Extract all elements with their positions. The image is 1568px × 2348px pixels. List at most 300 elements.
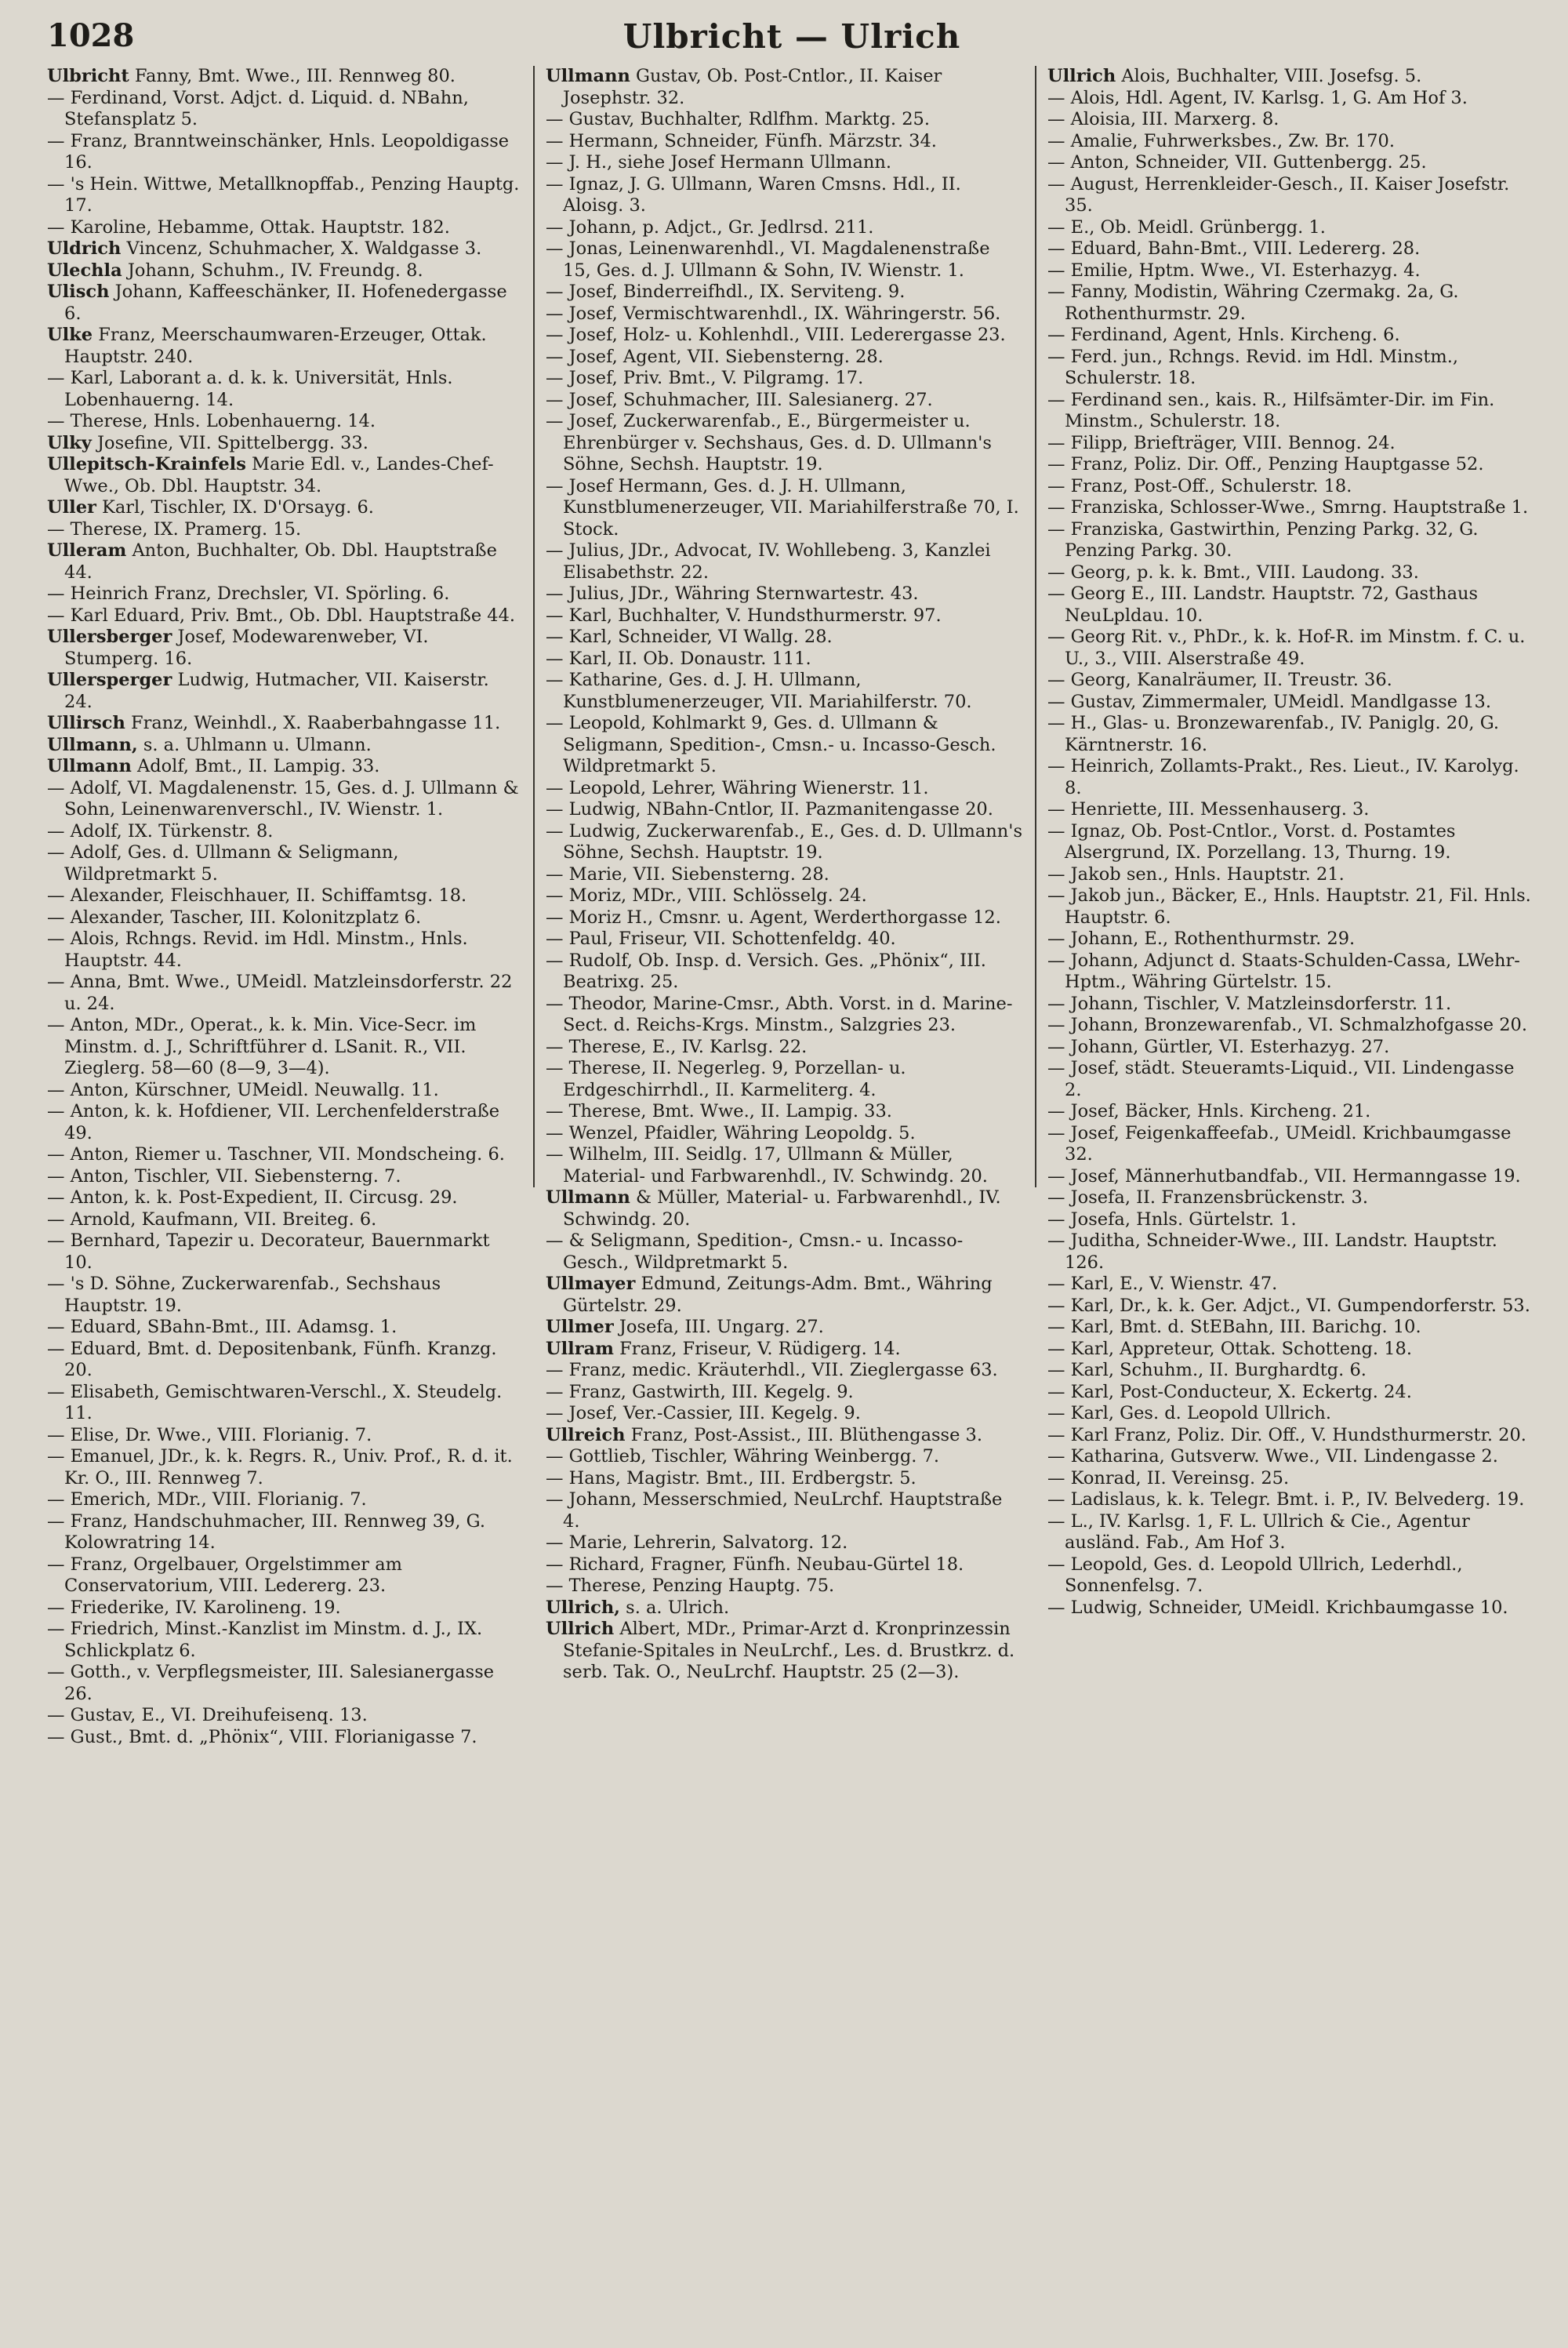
directory-entry bbox=[546, 1532, 1022, 1554]
directory-entry bbox=[1047, 1209, 1537, 1231]
entry-text: — Elisabeth, Gemischtwaren-Verschl., X. Steudelg. 11. bbox=[47, 1381, 503, 1423]
entry-text: — Josef, Männerhutbandfab., VII. Hermanngasse 19. bbox=[1047, 1165, 1521, 1187]
directory-entry bbox=[546, 1123, 1022, 1145]
directory-entry bbox=[47, 1209, 521, 1231]
entry-text: — Johann, Messerschmied, NeuLrchf. Hauptstraße 4. bbox=[546, 1489, 1003, 1532]
entry-text: Franz, Friseur, V. Rüdigerg. 14. bbox=[619, 1338, 901, 1359]
entry-text: — Amalie, Fuhrwerksbes., Zw. Br. 170. bbox=[1047, 130, 1395, 151]
directory-entry bbox=[47, 1382, 521, 1425]
entry-text: — Karl, Dr., k. k. Ger. Adjct., VI. Gumpendorferstr. 53. bbox=[1047, 1295, 1530, 1316]
entry-text: — Anton, k. k. Hofdiener, VII. Lerchenfelderstraße 49. bbox=[47, 1101, 500, 1143]
entry-text: — Arnold, Kaufmann, VII. Breiteg. 6. bbox=[47, 1209, 377, 1230]
directory-entry bbox=[1047, 476, 1537, 498]
entry-text: — Gust., Bmt. d. „Phönix“, VIII. Florianigasse 7. bbox=[47, 1726, 477, 1747]
entry-text: — Franz, medic. Kräuterhdl., VII. Zieglergasse 63. bbox=[546, 1360, 998, 1380]
directory-entry bbox=[47, 821, 521, 843]
entry-text: — Heinrich Franz, Drechsler, VI. Spörling. 6. bbox=[47, 583, 450, 604]
entry-surname: Ullrich bbox=[546, 1619, 615, 1639]
entry-text: — Anton, Kürschner, UMeidl. Neuwallg. 11. bbox=[47, 1079, 439, 1100]
entry-surname: Ullmann, bbox=[47, 734, 138, 755]
entry-text: — Josef, Schuhmacher, III. Salesianerg. 27. bbox=[546, 389, 933, 410]
entry-surname: Ullmann bbox=[546, 66, 630, 86]
entry-text: — Karl Eduard, Priv. Bmt., Ob. Dbl. Hauptstraße 44. bbox=[47, 605, 516, 626]
directory-entry bbox=[47, 217, 521, 239]
directory-entry bbox=[47, 842, 521, 885]
entry-surname: Ullreich bbox=[546, 1424, 626, 1445]
directory-entry bbox=[47, 1274, 521, 1317]
entry-text: — Josef, Vermischtwarenhdl., IX. Währingerstr. 56. bbox=[546, 303, 1001, 324]
entry-text: — Josef, Binderreifhdl., IX. Serviteng. 9. bbox=[546, 282, 906, 302]
entry-text: — Josef, Feigenkaffeefab., UMeidl. Krichbaumgasse 32. bbox=[1047, 1122, 1512, 1165]
entry-text: — Franz, Gastwirth, III. Kegelg. 9. bbox=[546, 1381, 854, 1402]
directory-entry bbox=[546, 1360, 1022, 1382]
directory-entry bbox=[1047, 260, 1537, 282]
entry-text: — Therese, Penzing Hauptg. 75. bbox=[546, 1576, 835, 1596]
entry-text: — Leopold, Kohlmarkt 9, Ges. d. Ullmann & Seligmann, Spedition-, Cmsn.- u. Incasso-Gesch. Wildpretmarkt 5. bbox=[546, 713, 996, 776]
directory-entry bbox=[546, 950, 1022, 994]
directory-entry bbox=[1047, 1597, 1537, 1619]
entry-text: — Johann, Adjunct d. Staats-Schulden-Cassa, LWehr-Hptm., Währing Gürtelstr. 15. bbox=[1047, 950, 1520, 992]
entry-text: — Karl, E., V. Wienstr. 47. bbox=[1047, 1274, 1278, 1294]
directory-entry bbox=[546, 1597, 1022, 1619]
entry-text: Ludwig, Hutmacher, VII. Kaiserstr. 24. bbox=[64, 670, 489, 712]
entry-text: — Julius, JDr., Advocat, IV. Wohllebeng. 3, Kanzlei Elisabethstr. 22. bbox=[546, 540, 991, 583]
directory-entry bbox=[546, 1144, 1022, 1187]
directory-entry bbox=[1047, 1015, 1537, 1037]
directory-entry bbox=[1047, 562, 1537, 584]
entry-text: — Karl, Bmt. d. StEBahn, III. Barichg. 10. bbox=[1047, 1317, 1421, 1337]
entry-text: — Gustav, Buchhalter, Rdlfhm. Marktg. 25. bbox=[546, 109, 931, 129]
directory-entry bbox=[47, 325, 521, 368]
entry-text: — Fanny, Modistin, Währing Czermakg. 2a, G. Rothenthurmstr. 29. bbox=[1047, 282, 1459, 324]
entry-text: Anton, Buchhalter, Ob. Dbl. Hauptstraße 44. bbox=[64, 540, 497, 583]
entry-text: — Alois, Hdl. Agent, IV. Karlsg. 1, G. Am Hof 3. bbox=[1047, 87, 1468, 108]
entry-text: — Paul, Friseur, VII. Schottenfeldg. 40. bbox=[546, 929, 896, 949]
directory-entry bbox=[1047, 433, 1537, 455]
entry-text: — E., Ob. Meidl. Grünbergg. 1. bbox=[1047, 216, 1326, 238]
entry-text: Gustav, Ob. Post-Cntlor., II. Kaiser Josephstr. 32. bbox=[563, 66, 942, 108]
entry-text: — Karl Franz, Poliz. Dir. Off., V. Hundsthurmerstr. 20. bbox=[1047, 1424, 1526, 1445]
directory-entry bbox=[1047, 131, 1537, 153]
entry-text: — Theodor, Marine-Cmsr., Abth. Vorst. in d. Marine-Sect. d. Reichs-Krgs. Minstm., Salzgries 23. bbox=[546, 993, 1013, 1035]
directory-entry bbox=[1047, 821, 1537, 864]
directory-entry bbox=[47, 583, 521, 605]
directory-entry bbox=[47, 497, 521, 519]
entry-text: — Katharine, Ges. d. J. H. Ullmann, Kunstblumenerzeuger, VII. Mariahilferstr. 70. bbox=[546, 670, 972, 712]
directory-entry bbox=[546, 1339, 1022, 1361]
entry-text: Edmund, Zeitungs-Adm. Bmt., Währing Gürtelstr. 29. bbox=[563, 1274, 993, 1316]
entry-surname: Ullmer bbox=[546, 1317, 614, 1337]
entry-text: — Konrad, II. Vereinsg. 25. bbox=[1047, 1467, 1290, 1488]
column-3 bbox=[1047, 66, 1537, 2332]
directory-entry bbox=[546, 390, 1022, 412]
entry-text: — Eduard, SBahn-Bmt., III. Adamsg. 1. bbox=[47, 1317, 397, 1337]
directory-entry bbox=[546, 174, 1022, 217]
entry-surname: Ulechla bbox=[47, 260, 122, 281]
directory-entry bbox=[47, 1080, 521, 1102]
entry-text: — Josef, Zuckerwarenfab., E., Bürgermeister u. Ehrenbürger v. Sechshaus, Ges. d. D. Ullmann's Söhne, Sechsh. Hauptstr. 19. bbox=[546, 411, 992, 474]
entry-text: — Ignaz, J. G. Ullmann, Waren Cmsns. Hdl., II. Aloisg. 3. bbox=[546, 173, 961, 216]
directory-entry bbox=[546, 713, 1022, 778]
entry-surname: Ulleram bbox=[47, 540, 127, 561]
entry-text: — Johann, Bronzewarenfab., VI. Schmalzhofgasse 20. bbox=[1047, 1015, 1528, 1035]
directory-entry bbox=[1047, 627, 1537, 670]
entry-text: — Wilhelm, III. Seidlg. 17, Ullmann & Müller, Material- und Farbwarenhdl., IV. Schwindg. 20. bbox=[546, 1144, 988, 1187]
directory-entry bbox=[1047, 497, 1537, 519]
directory-entry bbox=[546, 1187, 1022, 1230]
entry-text: — Therese, Bmt. Wwe., II. Lampig. 33. bbox=[546, 1101, 892, 1121]
entry-text: Fanny, Bmt. Wwe., III. Rennweg 80. bbox=[134, 66, 456, 86]
entry-text: — Bernhard, Tapezir u. Decorateur, Bauernmarkt 10. bbox=[47, 1230, 490, 1273]
entry-text: — Karl, Post-Conducteur, X. Eckertg. 24. bbox=[1047, 1381, 1412, 1402]
entry-text: — Juditha, Schneider-Wwe., III. Landstr. Hauptstr. 126. bbox=[1047, 1230, 1497, 1273]
entry-text: — Josef, Holz- u. Kohlenhdl., VIII. Lederergasse 23. bbox=[546, 325, 1006, 345]
directory-entry bbox=[546, 303, 1022, 325]
directory-entry bbox=[1047, 390, 1537, 433]
column-1 bbox=[47, 66, 521, 2332]
entry-text: — Emanuel, JDr., k. k. Regrs. R., Univ. Prof., R. d. it. Kr. O., III. Rennweg 7. bbox=[47, 1446, 513, 1488]
directory-entry bbox=[546, 605, 1022, 627]
entry-text: — Karl, Appreteur, Ottak. Schotteng. 18. bbox=[1047, 1338, 1413, 1359]
directory-entry bbox=[47, 1339, 521, 1382]
directory-entry bbox=[546, 821, 1022, 864]
entry-text: — Gustav, E., VI. Dreihufeisenq. 13. bbox=[47, 1705, 368, 1725]
entry-text: — Friedrich, Minst.-Kanzlist im Minstm. d. J., IX. Schlickplatz 6. bbox=[47, 1619, 483, 1661]
directory-entry bbox=[546, 411, 1022, 476]
directory-entry bbox=[546, 368, 1022, 390]
entry-text: — Moriz, MDr., VIII. Schlösselg. 24. bbox=[546, 885, 867, 906]
directory-entry bbox=[546, 217, 1022, 239]
entry-text: — Eduard, Bmt. d. Depositenbank, Fünfh. Kranzg. 20. bbox=[47, 1338, 497, 1380]
entry-text: — Anton, Schneider, VII. Guttenbergg. 25. bbox=[1047, 152, 1427, 173]
entry-text: — Therese, E., IV. Karlsg. 22. bbox=[546, 1036, 808, 1057]
entry-text: — Elise, Dr. Wwe., VIII. Florianig. 7. bbox=[47, 1424, 372, 1445]
entry-text: — L., IV. Karlsg. 1, F. L. Ullrich & Cie., Agentur ausländ. Fab., Am Hof 3. bbox=[1047, 1510, 1470, 1553]
directory-entry bbox=[1047, 583, 1537, 627]
directory-entry bbox=[546, 885, 1022, 907]
entry-text: — Ludwig, NBahn-Cntlor, II. Pazmanitengasse 20. bbox=[546, 799, 993, 820]
entry-text: Karl, Tischler, IX. D'Orsayg. 6. bbox=[102, 497, 374, 518]
entry-surname: Ullirsch bbox=[47, 713, 125, 733]
directory-entry bbox=[546, 347, 1022, 369]
entry-surname: Ullrich bbox=[1047, 66, 1116, 86]
entry-surname: Uller bbox=[47, 497, 96, 518]
entry-text: — Karl, Ges. d. Leopold Ullrich. bbox=[1047, 1403, 1332, 1423]
entry-text: — Ludwig, Schneider, UMeidl. Krichbaumgasse 10. bbox=[1047, 1597, 1508, 1618]
directory-entry bbox=[1047, 994, 1537, 1016]
entry-text: — Ferd. jun., Rchngs. Revid. im Hdl. Minstm., Schulerstr. 18. bbox=[1047, 346, 1459, 388]
entry-text: — Therese, Hnls. Lobenhauerng. 14. bbox=[47, 411, 376, 431]
directory-entry bbox=[47, 66, 521, 88]
directory-entry bbox=[546, 1425, 1022, 1447]
directory-entry bbox=[1047, 1382, 1537, 1404]
entry-text: — H., Glas- u. Bronzewarenfab., IV. Paniglg. 20, G. Kärntnerstr. 16. bbox=[1047, 713, 1500, 755]
directory-entry bbox=[546, 583, 1022, 605]
directory-entry bbox=[1047, 1468, 1537, 1490]
directory-entry bbox=[546, 649, 1022, 671]
entry-surname: Ulisch bbox=[47, 282, 110, 302]
directory-entry bbox=[47, 1230, 521, 1274]
entry-text: & Müller, Material- u. Farbwarenhdl., IV. Schwindg. 20. bbox=[563, 1187, 1001, 1230]
directory-entry bbox=[546, 1101, 1022, 1123]
entry-text: — Gottlieb, Tischler, Währing Weinbergg. 7. bbox=[546, 1446, 940, 1467]
directory-entry bbox=[47, 1727, 521, 1749]
directory-entry bbox=[47, 735, 521, 757]
entry-surname: Ullersperger bbox=[47, 670, 172, 690]
directory-entry bbox=[546, 238, 1022, 282]
directory-entry bbox=[1047, 799, 1537, 821]
entry-text: — Josef, Bäcker, Hnls. Kircheng. 21. bbox=[1047, 1101, 1371, 1121]
directory-entry bbox=[546, 1576, 1022, 1597]
entry-text: — Katharina, Gutsverw. Wwe., VII. Lindengasse 2. bbox=[1047, 1446, 1498, 1467]
entry-surname: Ullersberger bbox=[47, 627, 172, 647]
entry-text: — Georg E., III. Landstr. Hauptstr. 72, Gasthaus NeuLpldau. 10. bbox=[1047, 583, 1479, 626]
entry-text: — Jakob jun., Bäcker, E., Hnls. Hauptstr. 21, Fil. Hnls. Hauptstr. 6. bbox=[1047, 885, 1531, 928]
entry-text: — August, Herrenkleider-Gesch., II. Kaiser Josefstr. 35. bbox=[1047, 173, 1510, 216]
directory-entry bbox=[546, 540, 1022, 583]
directory-entry bbox=[546, 1468, 1022, 1490]
directory-entry bbox=[47, 282, 521, 325]
entry-text: — Therese, II. Negerleg. 9, Porzellan- u. Erdgeschirrhdl., II. Karmeliterg. 4. bbox=[546, 1058, 906, 1100]
entry-text: Josefine, VII. Spittelbergg. 33. bbox=[97, 432, 368, 453]
directory-entry bbox=[47, 1554, 521, 1597]
directory-entry bbox=[47, 627, 521, 670]
directory-entry bbox=[47, 1425, 521, 1447]
entry-text: — Karl, Laborant a. d. k. k. Universität, Hnls. Lobenhauerng. 14. bbox=[47, 368, 453, 410]
directory-entry bbox=[546, 66, 1022, 109]
entry-surname: Ulke bbox=[47, 325, 93, 345]
directory-entry bbox=[47, 238, 521, 260]
directory-entry bbox=[1047, 454, 1537, 476]
entry-text: — Anton, MDr., Operat., k. k. Min. Vice-Secr. im Minstm. d. J., Schriftführer d. LSanit. R., VII. Zieglerg. 58—60 (8—9, 3—4). bbox=[47, 1015, 477, 1078]
entry-text: — Georg, Kanalräumer, II. Treustr. 36. bbox=[1047, 670, 1392, 690]
entry-text: — Josef, Priv. Bmt., V. Pilgramg. 17. bbox=[546, 368, 864, 388]
entry-text: — Johann, Tischler, V. Matzleinsdorferstr. 11. bbox=[1047, 993, 1452, 1014]
directory-entry bbox=[47, 1144, 521, 1166]
directory-entry bbox=[47, 605, 521, 627]
entry-text: — Richard, Fragner, Fünfh. Neubau-Gürtel 18. bbox=[546, 1554, 964, 1575]
directory-entry bbox=[546, 1058, 1022, 1101]
directory-entry bbox=[1047, 692, 1537, 714]
directory-entry bbox=[546, 1382, 1022, 1404]
entry-text: Alois, Buchhalter, VIII. Josefsg. 5. bbox=[1121, 66, 1422, 86]
entry-text: — Ferdinand, Agent, Hnls. Kircheng. 6. bbox=[1047, 325, 1400, 345]
entry-text: — Aloisia, III. Marxerg. 8. bbox=[1047, 109, 1279, 129]
directory-entry bbox=[1047, 519, 1537, 562]
entry-text: — Hans, Magistr. Bmt., III. Erdbergstr. 5. bbox=[546, 1467, 916, 1488]
entry-text: Johann, Schuhm., IV. Freundg. 8. bbox=[127, 260, 423, 281]
entry-text: — Therese, IX. Pramerg. 15. bbox=[47, 518, 302, 540]
directory-entry bbox=[1047, 864, 1537, 886]
entry-text: — Ladislaus, k. k. Telegr. Bmt. i. P., IV. Belvederg. 19. bbox=[1047, 1489, 1525, 1510]
directory-entry bbox=[47, 88, 521, 131]
directory-entry bbox=[1047, 1166, 1537, 1188]
entry-text: — Franz, Branntweinschänker, Hnls. Leopoldigasse 16. bbox=[47, 130, 510, 173]
entry-text: Franz, Post-Assist., III. Blüthengasse 3. bbox=[630, 1424, 983, 1445]
directory-entry bbox=[1047, 1230, 1537, 1274]
directory-entry bbox=[47, 1015, 521, 1080]
directory-entry bbox=[47, 1317, 521, 1339]
entry-text: — Jonas, Leinenwarenhdl., VI. Magdalenenstraße 15, Ges. d. J. Ullmann & Sohn, IV. Wienstr. 1. bbox=[546, 238, 990, 281]
entry-text: — Johann, E., Rothenthurmstr. 29. bbox=[1047, 929, 1356, 949]
entry-text: Marie Edl. v., Landes-Chef-Wwe., Ob. Dbl. Hauptstr. 34. bbox=[64, 454, 494, 496]
entry-text: — Adolf, VI. Magdalenenstr. 15, Ges. d. J. Ullmann & Sohn, Leinenwarenverschl., IV. Wienstr. 1. bbox=[47, 777, 519, 820]
entry-text: — Leopold, Ges. d. Leopold Ullrich, Lederhdl., Sonnenfelsg. 7. bbox=[1047, 1554, 1463, 1596]
directory-entry bbox=[47, 454, 521, 497]
entry-text: — Karl, Buchhalter, V. Hundsthurmerstr. 97. bbox=[546, 605, 942, 626]
directory-entry bbox=[1047, 66, 1537, 88]
entry-text: — Josef, Agent, VII. Siebensterng. 28. bbox=[546, 346, 884, 367]
directory-entry bbox=[1047, 929, 1537, 950]
directory-entry bbox=[47, 1511, 521, 1554]
directory-entry bbox=[546, 131, 1022, 153]
directory-entry bbox=[1047, 1489, 1537, 1511]
entry-text: — & Seligmann, Spedition-, Cmsn.- u. Incasso-Gesch., Wildpretmarkt 5. bbox=[546, 1230, 964, 1273]
entry-surname: Uldrich bbox=[47, 238, 122, 259]
entry-text: — Gotth., v. Verpflegsmeister, III. Salesianergasse 26. bbox=[47, 1662, 495, 1704]
directory-entry bbox=[47, 670, 521, 713]
entry-text: — Josefa, II. Franzensbrückenstr. 3. bbox=[1047, 1187, 1369, 1208]
entry-text: — Jakob sen., Hnls. Hauptstr. 21. bbox=[1047, 863, 1345, 885]
entry-text: — Josef, städt. Steueramts-Liquid., VII. Lindengasse 2. bbox=[1047, 1058, 1515, 1100]
directory-entry bbox=[1047, 885, 1537, 929]
entry-text: — Moriz H., Cmsnr. u. Agent, Werderthorgasse 12. bbox=[546, 907, 1001, 928]
directory-entry bbox=[47, 260, 521, 282]
directory-entry bbox=[47, 1705, 521, 1727]
entry-text: — Ludwig, Zuckerwarenfab., E., Ges. d. D. Ullmann's Söhne, Sechsh. Hauptstr. 19. bbox=[546, 820, 1022, 863]
entry-text: — Karl, Schuhm., II. Burghardtg. 6. bbox=[1047, 1360, 1367, 1380]
entry-surname: Ullepitsch-Krainfels bbox=[47, 454, 246, 474]
entry-text: — Anton, Tischler, VII. Siebensterng. 7. bbox=[47, 1165, 401, 1187]
entry-text: Josef, Modewarenweber, VI. Stumperg. 16. bbox=[64, 627, 429, 669]
directory-entry bbox=[47, 1166, 521, 1188]
directory-entry bbox=[47, 1619, 521, 1662]
directory-entry bbox=[1047, 1554, 1537, 1597]
directory-entry bbox=[1047, 950, 1537, 994]
directory-entry bbox=[1047, 238, 1537, 260]
directory-entry bbox=[47, 1597, 521, 1619]
entry-text: — Emerich, MDr., VIII. Florianig. 7. bbox=[47, 1489, 367, 1510]
directory-entry bbox=[1047, 88, 1537, 110]
entry-text: — Josef, Ver.-Cassier, III. Kegelg. 9. bbox=[546, 1403, 861, 1423]
directory-entry bbox=[546, 109, 1022, 131]
entry-text: Johann, Kaffeeschänker, II. Hofenedergasse 6. bbox=[64, 282, 507, 324]
entry-surname: Ullrich, bbox=[546, 1597, 621, 1618]
entry-text: — Franziska, Gastwirthin, Penzing Parkg. 32, G. Penzing Parkg. 30. bbox=[1047, 518, 1479, 561]
directory-entry bbox=[1047, 109, 1537, 131]
directory-entry bbox=[546, 1274, 1022, 1317]
entry-text: — Friederike, IV. Karolineng. 19. bbox=[47, 1597, 341, 1618]
directory-entry bbox=[1047, 217, 1537, 239]
entry-text: — Leopold, Lehrer, Währing Wienerstr. 11. bbox=[546, 777, 929, 798]
directory-entry bbox=[47, 713, 521, 735]
entry-text: — Alois, Rchngs. Revid. im Hdl. Minstm., Hnls. Hauptstr. 44. bbox=[47, 929, 468, 971]
entry-text: — Johann, p. Adjct., Gr. Jedlrsd. 211. bbox=[546, 216, 874, 238]
directory-entry bbox=[47, 1187, 521, 1209]
directory-entry bbox=[1047, 1058, 1537, 1101]
directory-entry bbox=[1047, 1446, 1537, 1468]
directory-entry bbox=[47, 1446, 521, 1489]
page-header bbox=[47, 17, 1537, 56]
directory-entry bbox=[47, 1101, 521, 1144]
entry-text: — Alexander, Fleischhauer, II. Schiffamtsg. 18. bbox=[47, 885, 467, 906]
directory-entry bbox=[546, 1230, 1022, 1274]
entry-text: — Ferdinand sen., kais. R., Hilfsämter-Dir. im Fin. Minstm., Schulerstr. 18. bbox=[1047, 389, 1495, 431]
directory-entry bbox=[546, 325, 1022, 347]
directory-entry bbox=[1047, 1360, 1537, 1382]
directory-entry bbox=[47, 756, 521, 778]
entry-text: — Georg Rit. v., PhDr., k. k. Hof-R. im Minstm. f. C. u. U., 3., VIII. Alserstraße 49. bbox=[1047, 627, 1526, 669]
directory-entry bbox=[546, 670, 1022, 713]
directory-entry bbox=[1047, 174, 1537, 217]
entry-text: — Adolf, IX. Türkenstr. 8. bbox=[47, 820, 274, 841]
directory-entry bbox=[546, 476, 1022, 541]
directory-entry bbox=[1047, 756, 1537, 799]
entry-surname: Ullmann bbox=[546, 1187, 630, 1208]
directory-entry bbox=[47, 411, 521, 433]
directory-entry bbox=[1047, 1317, 1537, 1339]
directory-entry bbox=[47, 972, 521, 1015]
directory-entry bbox=[47, 929, 521, 972]
entry-text: — Hermann, Schneider, Fünfh. Märzstr. 34. bbox=[546, 130, 937, 151]
entry-surname: Ulky bbox=[47, 432, 92, 453]
directory-entry bbox=[1047, 1123, 1537, 1166]
directory-entry bbox=[1047, 282, 1537, 325]
entry-text: — Franz, Handschuhmacher, III. Rennweg 39, G. Kolowratring 14. bbox=[47, 1510, 485, 1553]
directory-entry bbox=[546, 152, 1022, 174]
directory-columns bbox=[47, 66, 1537, 2332]
directory-entry bbox=[546, 282, 1022, 303]
entry-text: — Ignaz, Ob. Post-Cntlor., Vorst. d. Postamtes Alsergrund, IX. Porzellang. 13, Thurng. 19. bbox=[1047, 820, 1456, 863]
entry-text: — Filipp, Briefträger, VIII. Bennog. 24. bbox=[1047, 432, 1396, 453]
entry-text: — Karoline, Hebamme, Ottak. Hauptstr. 182. bbox=[47, 216, 450, 238]
directory-entry bbox=[1047, 325, 1537, 347]
entry-text: — Julius, JDr., Währing Sternwartestr. 43. bbox=[546, 583, 919, 604]
column-divider bbox=[1035, 66, 1036, 1187]
directory-entry bbox=[546, 627, 1022, 649]
entry-text: — Rudolf, Ob. Insp. d. Versich. Ges. „Phönix“, III. Beatrixg. 25. bbox=[546, 950, 986, 992]
entry-text: — Franz, Poliz. Dir. Off., Penzing Hauptgasse 52. bbox=[1047, 454, 1484, 474]
entry-surname: Ullmayer bbox=[546, 1274, 636, 1294]
directory-entry bbox=[1047, 1511, 1537, 1554]
directory-entry bbox=[546, 864, 1022, 886]
entry-text: — Georg, p. k. k. Bmt., VIII. Laudong. 33. bbox=[1047, 562, 1419, 583]
entry-text: — Gustav, Zimmermaler, UMeidl. Mandlgasse 13. bbox=[1047, 691, 1492, 712]
directory-entry bbox=[546, 778, 1022, 800]
entry-text: — Johann, Gürtler, VI. Esterhazyg. 27. bbox=[1047, 1036, 1390, 1057]
entry-text: — Emilie, Hptm. Wwe., VI. Esterhazyg. 4. bbox=[1047, 260, 1421, 281]
directory-entry bbox=[546, 1317, 1022, 1339]
entry-text: — Josef Hermann, Ges. d. J. H. Ullmann, Kunstblumenerzeuger, VII. Mariahilferstraße 70, I. Stock. bbox=[546, 475, 1019, 540]
entry-text: — Josefa, Hnls. Gürtelstr. 1. bbox=[1047, 1209, 1297, 1230]
directory-entry bbox=[1047, 1274, 1537, 1296]
directory-entry bbox=[1047, 347, 1537, 390]
running-head: Ulbricht — Ulrich bbox=[622, 17, 961, 56]
directory-entry bbox=[1047, 1101, 1537, 1123]
entry-text: — Franziska, Schlosser-Wwe., Smrng. Hauptstraße 1. bbox=[1047, 497, 1529, 518]
directory-entry bbox=[546, 929, 1022, 950]
directory-entry bbox=[1047, 152, 1537, 174]
directory-entry bbox=[47, 433, 521, 455]
directory-entry bbox=[47, 1489, 521, 1511]
entry-text: Albert, MDr., Primar-Arzt d. Kronprinzessin Stefanie-Spitales in NeuLrchf., Les. d. Brustkrz. d. serb. Tak. O., NeuLrchf. Hauptstr. 25 (2—3). bbox=[563, 1619, 1015, 1682]
entry-text: — Franz, Orgelbauer, Orgelstimmer am Conservatorium, VIII. Ledererg. 23. bbox=[47, 1554, 402, 1596]
directory-entry bbox=[47, 885, 521, 907]
entry-text: — Alexander, Tascher, III. Kolonitzplatz 6. bbox=[47, 907, 422, 928]
directory-entry bbox=[546, 1037, 1022, 1059]
entry-text: — Marie, VII. Siebensterng. 28. bbox=[546, 863, 829, 885]
entry-text: — Anna, Bmt. Wwe., UMeidl. Matzleinsdorferstr. 22 u. 24. bbox=[47, 972, 513, 1014]
